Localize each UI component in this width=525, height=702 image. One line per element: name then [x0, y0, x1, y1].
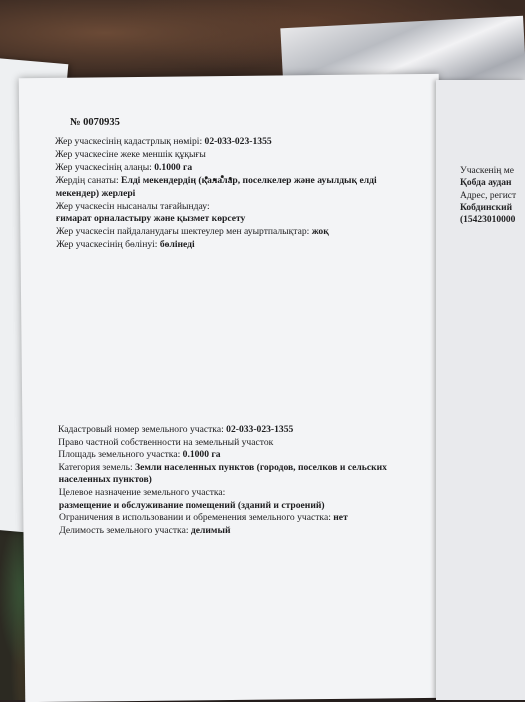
ru-field-label: Ограничения в использовании и обременения земельного участка:: [59, 512, 334, 524]
right-sheet-line: (15423010000: [460, 215, 516, 225]
right-sheet-line: Қобда аудан: [460, 178, 512, 188]
ru-field-line: [59, 487, 226, 498]
ru-field-line: [59, 525, 230, 536]
ru-field-line: [58, 437, 273, 448]
kz-field-line: [56, 188, 136, 199]
ru-field-line: [58, 462, 387, 473]
ru-field-value: нет: [333, 512, 348, 524]
ru-field-line: [58, 449, 220, 460]
document-number: № 0070935: [70, 117, 120, 128]
kz-field-label: Жер учаскесінің бөлінуі:: [56, 239, 160, 251]
ru-field-value: размещение и обслуживание помещений (зданий и строений): [58, 499, 325, 511]
kz-field-value: ғимарат орналастыру және қызмет көрсету: [55, 213, 246, 225]
kz-field-line: [55, 136, 272, 147]
kz-field-line: [56, 226, 329, 237]
ru-field-label: Категория земель:: [58, 461, 136, 473]
right-paper-sheet: [436, 80, 525, 700]
kz-field-line: [55, 149, 206, 160]
kz-field-label: Жердің санаты:: [55, 174, 122, 186]
kz-field-value: мекендер) жерлері: [55, 187, 136, 199]
kz-field-value: жоқ: [311, 226, 329, 238]
ru-field-label: Кадастровый номер земельного участка:: [58, 424, 227, 435]
ru-field-line: [58, 424, 293, 435]
right-sheet-line: Учаскенің ме: [460, 166, 514, 176]
kz-field-line: [56, 239, 195, 250]
ru-field-line: [59, 512, 348, 523]
ru-field-label: Право частной собственности на земельный участок: [58, 436, 274, 448]
ru-field-label: Делимость земельного участка:: [59, 524, 191, 536]
ru-field-value: Земли населенных пунктов (городов, поселков и сельских: [135, 461, 387, 473]
ru-field-value: 02-033-023-1355: [226, 424, 294, 435]
right-sheet-line: Адрес, регист: [460, 191, 517, 201]
kz-field-line: [56, 213, 245, 224]
kz-field-label: Жер учаскесіне жеке меншік құқығы: [55, 148, 206, 160]
right-sheet-line: Кобдинский: [460, 203, 513, 213]
ru-field-value: делимый: [190, 524, 231, 536]
kz-field-value: Елді мекендердің (қалалар, поселкелер және ауылдық елді: [121, 174, 377, 186]
ru-field-value: населенных пунктов): [58, 474, 152, 486]
ru-field-line: [59, 500, 325, 511]
ru-field-value: 0.1000 га: [182, 449, 221, 461]
kz-field-value: 0.1000 га: [154, 161, 193, 173]
kz-field-label: Жер учаскесінің алаңы:: [55, 161, 155, 173]
ru-field-label: Площадь земельного участка:: [58, 449, 183, 461]
kz-field-label: Жер учаскесін нысаналы тағайындау:: [55, 200, 210, 212]
kz-field-label: Жер учаскесінің кадастрлық нөмірі:: [55, 136, 205, 147]
ru-field-label: Целевое назначение земельного участка:: [58, 487, 226, 498]
kz-field-label: Жер учаскесін пайдаланудағы шектеулер мен ауыртпалықтар:: [56, 226, 312, 238]
kz-field-line: [55, 175, 376, 186]
kz-field-line: [55, 162, 192, 173]
kz-field-line: [56, 201, 210, 212]
ru-field-line: [59, 474, 152, 485]
kz-field-value: бөлінеді: [159, 239, 195, 251]
kz-field-value: 02-033-023-1355: [204, 136, 272, 147]
